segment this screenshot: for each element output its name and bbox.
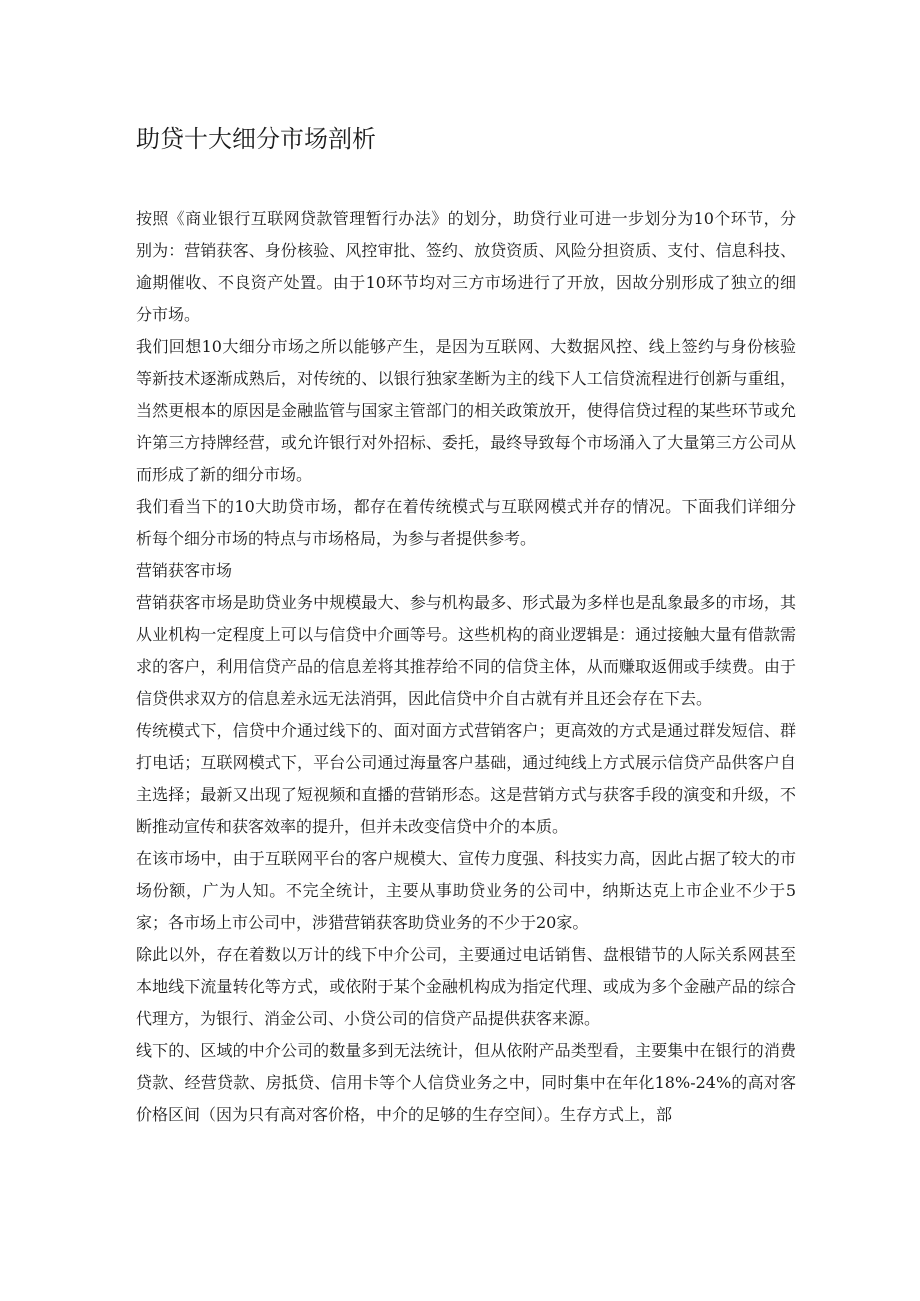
document-body — [136, 203, 796, 1131]
section-paragraph-5: 线下的、区域的中介公司的数量多到无法统计，但从依附产品类型看，主要集中在银行的消费贷款、经营贷款、房抵贷、信用卡等个人信贷业务之中，同时集中在年化18%-24%的高对客价格区间（因为只有高对客价格，中介的足够的生存空间）。生存方式上，部 — [136, 1041, 796, 1124]
section-heading: 营销获客市场 — [136, 561, 233, 580]
section-paragraph-4: 除此以外，存在着数以万计的线下中介公司，主要通过电话销售、盘根错节的人际关系网甚至本地线下流量转化等方式，或依附于某个金融机构成为指定代理、或成为多个金融产品的综合代理方，为银行、消金公司、小贷公司的信贷产品提供获客来源。 — [136, 945, 796, 1028]
section-paragraph-3: 在该市场中，由于互联网平台的客户规模大、宣传力度强、科技实力高，因此占据了较大的市场份额，广为人知。不完全统计，主要从事助贷业务的公司中，纳斯达克上市企业不少于5家；各市场上市公司中，涉猎营销获客助贷业务的不少于20家。 — [136, 849, 796, 932]
section-paragraph-1: 营销获客市场是助贷业务中规模最大、参与机构最多、形式最为多样也是乱象最多的市场，其从业机构一定程度上可以与信贷中介画等号。这些机构的商业逻辑是：通过接触大量有借款需求的客户，利用信贷产品的信息差将其推荐给不同的信贷主体，从而赚取返佣或手续费。由于信贷供求双方的信息差永远无法消弭，因此信贷中介自古就有并且还会存在下去。 — [136, 593, 796, 708]
document-title: 助贷十大细分市场剖析 — [136, 125, 376, 153]
intro-paragraph-3: 我们看当下的10大助贷市场，都存在着传统模式与互联网模式并存的情况。下面我们详细分析每个细分市场的特点与市场格局，为参与者提供参考。 — [136, 497, 796, 548]
section-paragraph-2: 传统模式下，信贷中介通过线下的、面对面方式营销客户；更高效的方式是通过群发短信、群打电话；互联网模式下，平台公司通过海量客户基础，通过纯线上方式展示信贷产品供客户自主选择；最新又出现了短视频和直播的营销形态。这是营销方式与获客手段的演变和升级，不断推动宣传和获客效率的提升，但并未改变信贷中介的本质。 — [136, 721, 796, 836]
intro-paragraph-2: 我们回想10大细分市场之所以能够产生，是因为互联网、大数据风控、线上签约与身份核验等新技术逐渐成熟后，对传统的、以银行独家垄断为主的线下人工信贷流程进行创新与重组，当然更根本的原因是金融监管与国家主管部门的相关政策放开，使得信贷过程的某些环节或允许第三方持牌经营，或允许银行对外招标、委托，最终导致每个市场涌入了大量第三方公司从而形成了新的细分市场。 — [136, 337, 796, 484]
intro-paragraph-1: 按照《商业银行互联网贷款管理暂行办法》的划分，助贷行业可进一步划分为10个环节，分别为：营销获客、身份核验、风控审批、签约、放贷资质、风险分担资质、支付、信息科技、逾期催收、不良资产处置。由于10环节均对三方市场进行了开放，因故分别形成了独立的细分市场。 — [136, 209, 796, 324]
